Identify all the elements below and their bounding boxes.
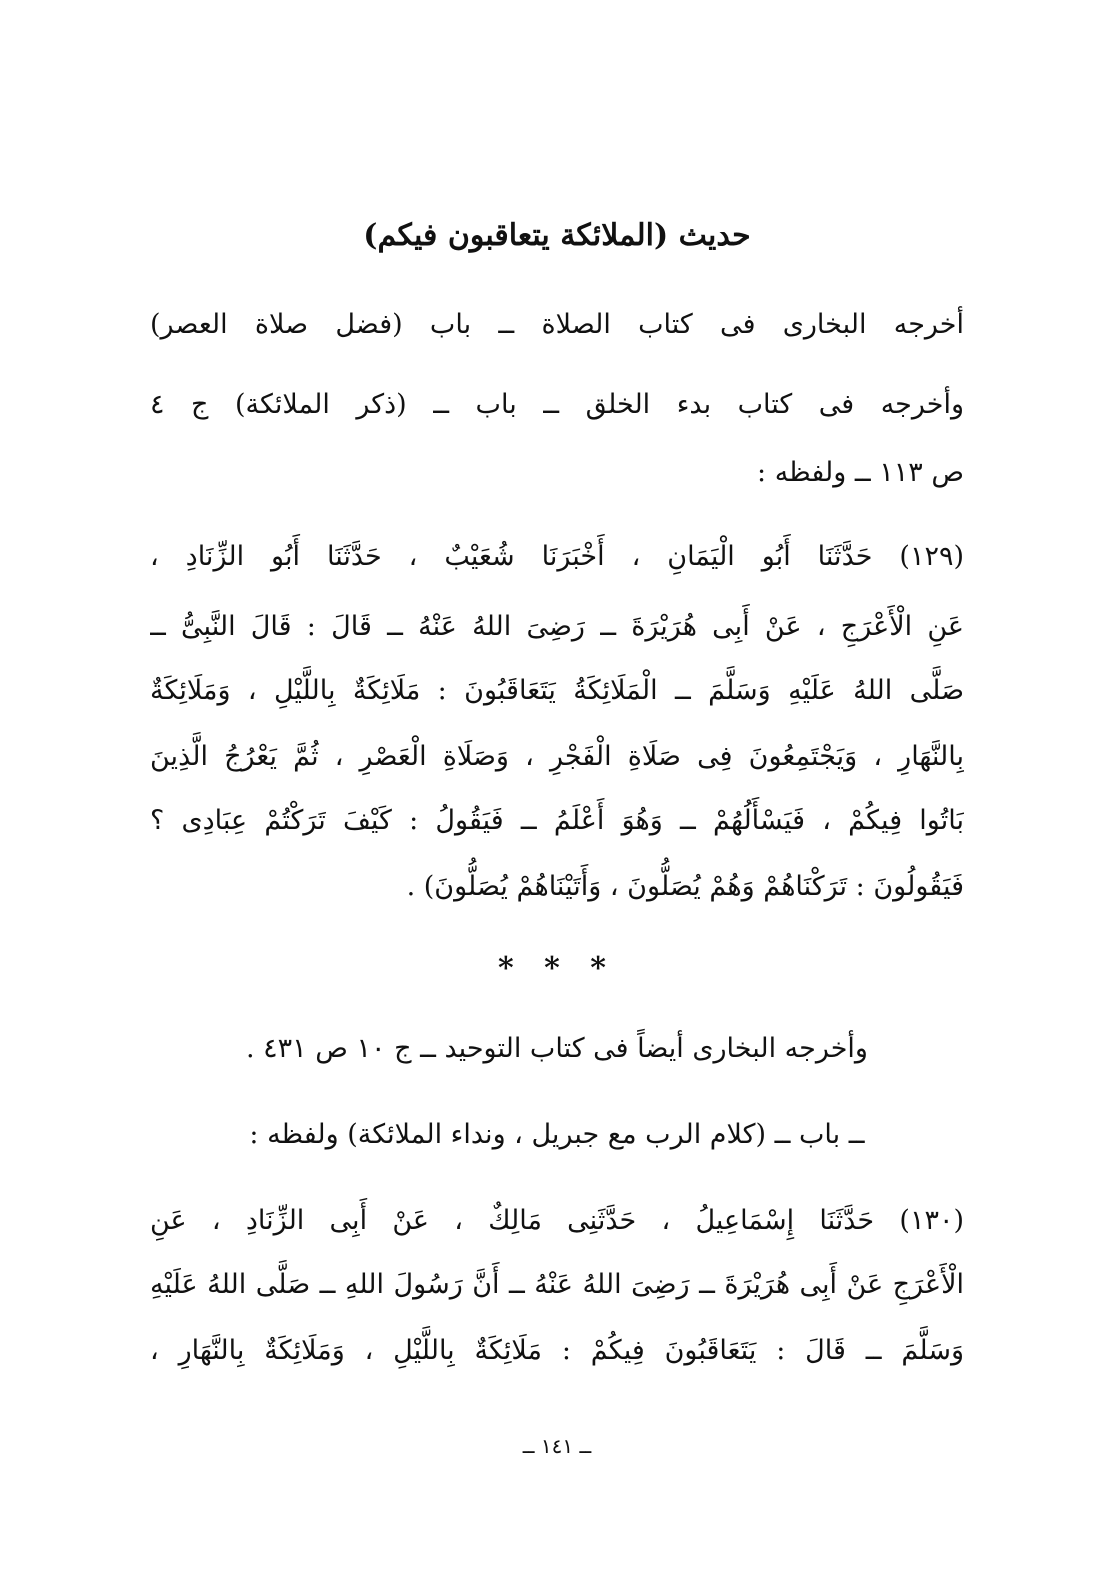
source-line-2: وأخرجه فى كتاب بدء الخلق ــ باب ــ (ذكر الملائكة) ج ٤ [150, 389, 964, 420]
hadith-129-line-1: (١٢٩) حَدَّثَنَا أَبُو الْيَمَانِ ، أَخْبَرَنَا شُعَيْبٌ ، حَدَّثَنَا أَبُو الزِّنَادِ ، [150, 541, 964, 572]
hadith-130-line-2: الْأَعْرَجِ عَنْ أَبِى هُرَيْرَةَ ــ رَضِىَ اللهُ عَنْهُ ــ أَنَّ رَسُولَ اللهِ ــ صَلَّى اللهُ عَلَيْهِ [150, 1269, 964, 1300]
hadith-129-line-4: بِالنَّهَارِ ، وَيَجْتَمِعُونَ فِى صَلَاةِ الْفَجْرِ ، وَصَلَاةِ الْعَصْرِ ، ثُمَّ يَعْرُجُ الَّذِينَ [150, 741, 964, 772]
page-number: ــ ١٤١ ــ [522, 1434, 592, 1458]
source-2-line-1: وأخرجه البخارى أيضاً فى كتاب التوحيد ــ ج ١٠ ص ٤٣١ . [246, 1033, 868, 1064]
source-2-line-2: ــ باب ــ (كلام الرب مع جبريل ، ونداء الملائكة) ولفظه : [249, 1119, 865, 1150]
hadith-title: حديث (الملائكة يتعاقبون فيكم) [363, 218, 751, 253]
hadith-129-line-6: فَيَقُولُونَ : تَرَكْنَاهُمْ وَهُمْ يُصَلُّونَ ، وَأَتَيْنَاهُمْ يُصَلُّونَ) . [406, 871, 964, 902]
hadith-130-line-3: وَسَلَّمَ ــ قَالَ : يَتَعَاقَبُونَ فِيكُمْ : مَلَائِكَةٌ بِاللَّيْلِ ، وَمَلَائِكَةٌ بِالنَّهَارِ ، [150, 1335, 964, 1366]
hadith-129-line-2: عَنِ الْأَعْرَجِ ، عَنْ أَبِى هُرَيْرَةَ ــ رَضِىَ اللهُ عَنْهُ ــ قَالَ : قَالَ النَّبِىُّ ــ [150, 611, 964, 642]
hadith-130-line-1: (١٣٠) حَدَّثَنَا إِسْمَاعِيلُ ، حَدَّثَنِى مَالِكٌ ، عَنْ أَبِى الزِّنَادِ ، عَنِ [150, 1205, 964, 1236]
hadith-129-line-5: بَاتُوا فِيكُمْ ، فَيَسْأَلُهُمْ ــ وَهُوَ أَعْلَمُ ــ فَيَقُولُ : كَيْفَ تَرَكْتُمْ عِبَادِى ؟ [150, 805, 964, 836]
source-line-1: أخرجه البخارى فى كتاب الصلاة ــ باب (فضل صلاة العصر) [150, 309, 964, 340]
section-separator: * * * [498, 951, 616, 986]
hadith-129-line-3: صَلَّى اللهُ عَلَيْهِ وَسَلَّمَ ــ الْمَلَائِكَةُ يَتَعَاقَبُونَ : مَلَائِكَةٌ بِاللَّيْلِ ، وَمَلَائِكَةٌ [150, 675, 964, 706]
source-line-3: ص ١١٣ ــ ولفظه : [757, 457, 964, 488]
